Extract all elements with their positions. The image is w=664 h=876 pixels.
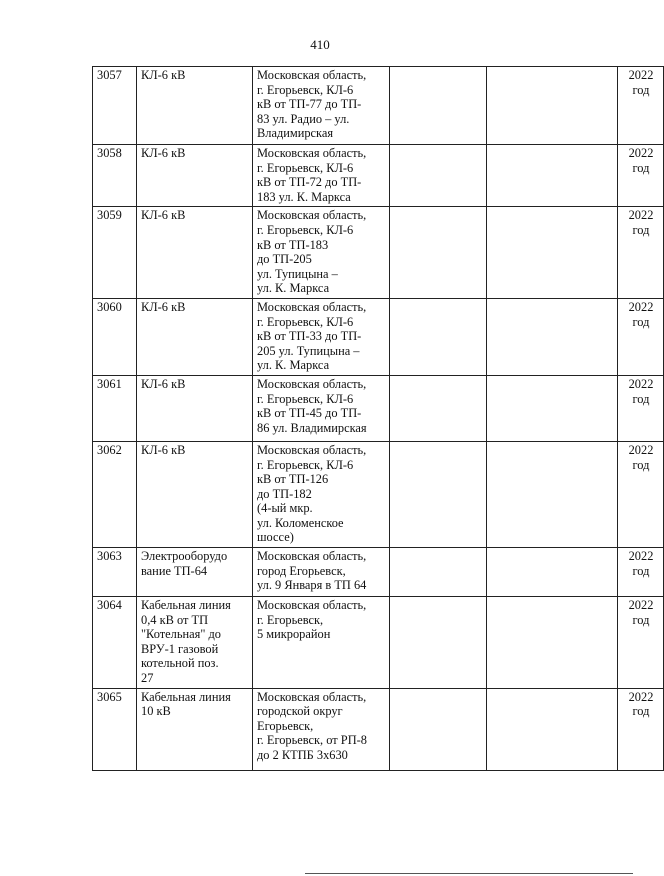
- table-row: [93, 298, 664, 375]
- object-name: Кабельная линия 10 кВ: [137, 688, 253, 770]
- empty-cell: [487, 298, 618, 375]
- commissioning-year: 2022 год: [618, 67, 664, 145]
- commissioning-year: 2022 год: [618, 207, 664, 299]
- table-row: [93, 441, 664, 547]
- row-number: 3063: [93, 548, 137, 597]
- row-number: 3058: [93, 145, 137, 207]
- empty-cell: [390, 375, 487, 441]
- object-name: КЛ-6 кВ: [137, 298, 253, 375]
- table-row: [93, 688, 664, 770]
- row-number: 3064: [93, 597, 137, 689]
- empty-cell: [487, 207, 618, 299]
- table-row: [93, 207, 664, 299]
- page-number: 410: [310, 37, 330, 52]
- empty-cell: [487, 375, 618, 441]
- empty-cell: [487, 688, 618, 770]
- empty-cell: [390, 441, 487, 547]
- empty-cell: [390, 145, 487, 207]
- row-number: 3059: [93, 207, 137, 299]
- object-name: Кабельная линия 0,4 кВ от ТП "Котельная" до ВРУ-1 газовой котельной поз. 27: [137, 597, 253, 689]
- row-number: 3060: [93, 298, 137, 375]
- object-address: Московская область, г. Егорьевск, КЛ-6 кВ от ТП-126 до ТП-182 (4-ый мкр. ул. Коломенское шоссе): [253, 441, 390, 547]
- table-row: [93, 67, 664, 145]
- object-address: Московская область, городской округ Егорьевск, г. Егорьевск, от РП-8 до 2 КТПБ 3х630: [253, 688, 390, 770]
- object-name: КЛ-6 кВ: [137, 207, 253, 299]
- object-name: Электрооборудо вание ТП-64: [137, 548, 253, 597]
- empty-cell: [487, 548, 618, 597]
- commissioning-year: 2022 год: [618, 688, 664, 770]
- empty-cell: [487, 441, 618, 547]
- object-address: Московская область, город Егорьевск, ул. 9 Января в ТП 64: [253, 548, 390, 597]
- table-row: [93, 548, 664, 597]
- commissioning-year: 2022 год: [618, 145, 664, 207]
- table-row: [93, 597, 664, 689]
- empty-cell: [487, 67, 618, 145]
- object-address: Московская область, г. Егорьевск, КЛ-6 кВ от ТП-45 до ТП- 86 ул. Владимирская: [253, 375, 390, 441]
- table-row: [93, 375, 664, 441]
- empty-cell: [390, 597, 487, 689]
- registry-table: [92, 66, 664, 771]
- empty-cell: [487, 145, 618, 207]
- empty-cell: [390, 207, 487, 299]
- table-row: [93, 145, 664, 207]
- commissioning-year: 2022 год: [618, 441, 664, 547]
- empty-cell: [487, 597, 618, 689]
- object-address: Московская область, г. Егорьевск, КЛ-6 кВ от ТП-183 до ТП-205 ул. Тупицына – ул. К. Маркса: [253, 207, 390, 299]
- commissioning-year: 2022 год: [618, 548, 664, 597]
- object-name: КЛ-6 кВ: [137, 375, 253, 441]
- object-address: Московская область, г. Егорьевск, КЛ-6 кВ от ТП-72 до ТП- 183 ул. К. Маркса: [253, 145, 390, 207]
- row-number: 3061: [93, 375, 137, 441]
- commissioning-year: 2022 год: [618, 298, 664, 375]
- empty-cell: [390, 67, 487, 145]
- scan-edge-line: [305, 873, 633, 874]
- object-name: КЛ-6 кВ: [137, 67, 253, 145]
- row-number: 3057: [93, 67, 137, 145]
- object-name: КЛ-6 кВ: [137, 441, 253, 547]
- commissioning-year: 2022 год: [618, 597, 664, 689]
- object-address: Московская область, г. Егорьевск, КЛ-6 кВ от ТП-33 до ТП- 205 ул. Тупицына – ул. К. Маркса: [253, 298, 390, 375]
- empty-cell: [390, 688, 487, 770]
- row-number: 3065: [93, 688, 137, 770]
- row-number: 3062: [93, 441, 137, 547]
- object-name: КЛ-6 кВ: [137, 145, 253, 207]
- empty-cell: [390, 298, 487, 375]
- empty-cell: [390, 548, 487, 597]
- object-address: Московская область, г. Егорьевск, КЛ-6 кВ от ТП-77 до ТП- 83 ул. Радио – ул. Владимирская: [253, 67, 390, 145]
- commissioning-year: 2022 год: [618, 375, 664, 441]
- object-address: Московская область, г. Егорьевск, 5 микрорайон: [253, 597, 390, 689]
